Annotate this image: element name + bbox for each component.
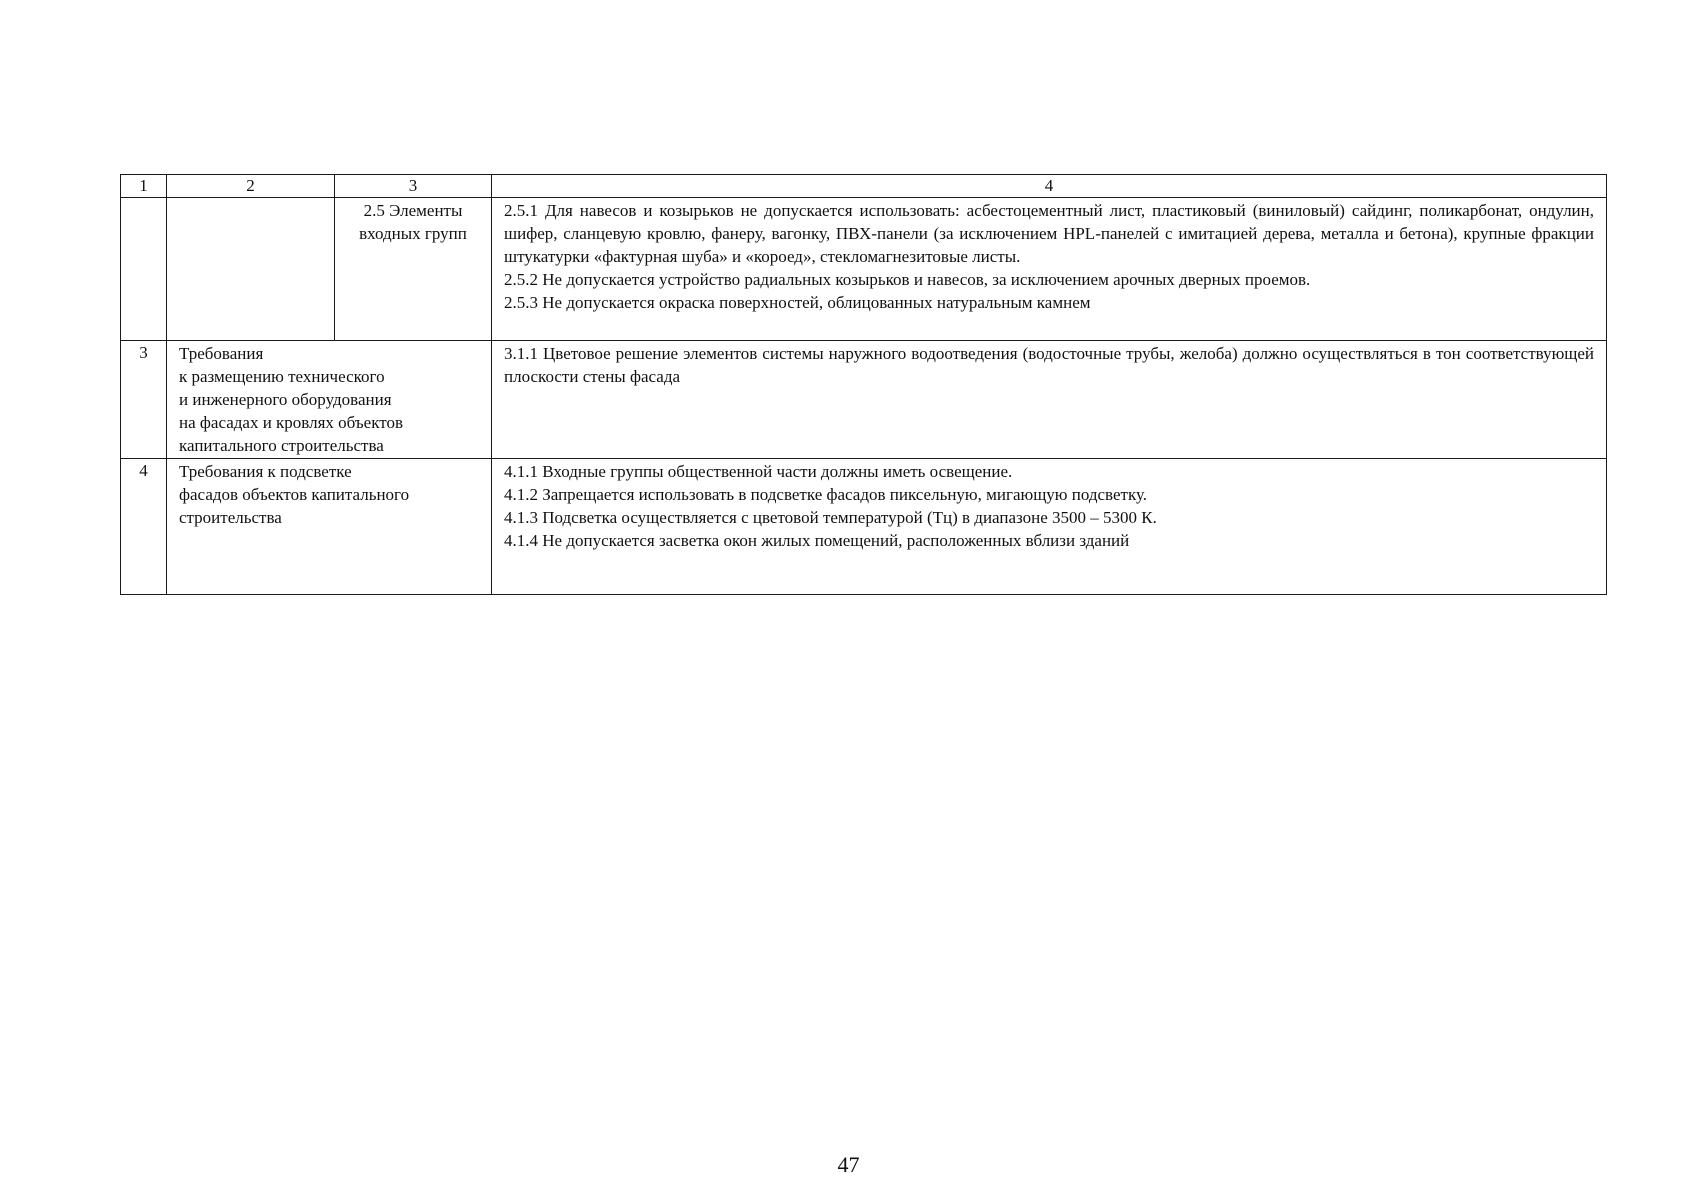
requirement-paragraph: 2.5.2 Не допускается устройство радиальных козырьков и навесов, за исключением арочных дверных проемов. [504, 270, 1311, 289]
table-row-entrance-groups [121, 198, 1607, 341]
column-number-2: 2 [167, 175, 335, 198]
table-row-technical-equipment [121, 341, 1607, 459]
requirements-cell [492, 198, 1607, 341]
section-title-line: капитального строительства [179, 436, 384, 455]
section-title-cell [167, 341, 492, 459]
requirement-paragraph: 2.5.1 Для навесов и козырьков не допускается использовать: асбестоцементный лист, пластиковый (виниловый) сайдинг, поликарбонат, ондулин, шифер, сланцевую кровлю, фанеру, вагонку, ПВХ-панели (за исключением HPL-панелей с имитацией дерева, металла и бетона), крупные фракции штукатурки «фактурная шуба» и «короед», стекломагнезитовые листы. [504, 201, 1594, 266]
requirement-paragraph: 3.1.1 Цветовое решение элементов системы наружного водоотведения (водосточные трубы, желоба) должно осуществляться в тон соответствующей плоскости стены фасада [504, 344, 1594, 386]
column-number-3: 3 [335, 175, 492, 198]
requirements-cell [492, 459, 1607, 595]
subsection-title-cell: 2.5 Элементы входных групп [335, 198, 492, 341]
section-title-cell [167, 459, 492, 595]
section-title-line: к размещению технического [179, 367, 385, 386]
requirement-paragraph: 4.1.3 Подсветка осуществляется с цветовой температурой (Тц) в диапазоне 3500 – 5300 К. [504, 508, 1157, 527]
section-title-line: фасадов объектов капитального [179, 485, 410, 504]
section-title-line: Требования [179, 344, 264, 363]
requirement-paragraph: 2.5.3 Не допускается окраска поверхностей, облицованных натуральным камнем [504, 293, 1091, 312]
table-row-facade-lighting [121, 459, 1607, 595]
requirement-paragraph: 4.1.1 Входные группы общественной части должны иметь освещение. [504, 462, 1013, 481]
table-header-row [121, 175, 1607, 198]
page-number: 47 [837, 1152, 860, 1177]
column-number-1: 1 [121, 175, 167, 198]
row-number-cell [121, 198, 167, 341]
requirements-cell [492, 341, 1607, 459]
requirement-paragraph: 4.1.4 Не допускается засветка окон жилых помещений, расположенных вблизи зданий [504, 531, 1130, 550]
section-title-cell [167, 198, 335, 341]
section-title-line: Требования к подсветке [179, 462, 352, 481]
section-title-line: и инженерного оборудования [179, 390, 392, 409]
row-number-cell: 4 [121, 459, 167, 595]
requirements-table [120, 174, 1607, 595]
requirement-paragraph: 4.1.2 Запрещается использовать в подсветке фасадов пиксельную, мигающую подсветку. [504, 485, 1148, 504]
column-number-4: 4 [492, 175, 1607, 198]
section-title-line: строительства [179, 508, 282, 527]
section-title-line: на фасадах и кровлях объектов [179, 413, 403, 432]
row-number-cell: 3 [121, 341, 167, 459]
